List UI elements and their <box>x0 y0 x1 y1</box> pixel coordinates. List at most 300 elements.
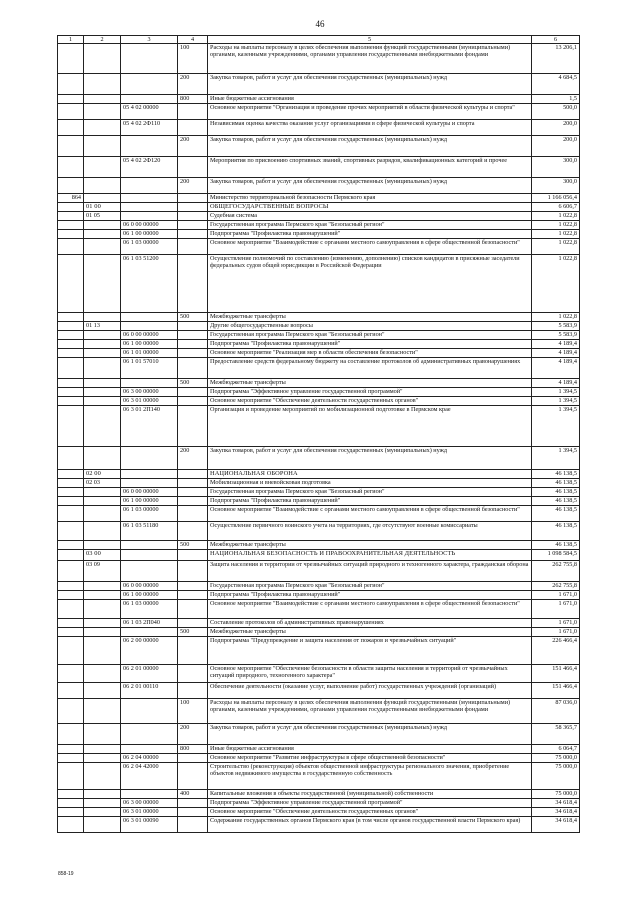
section-code-cell <box>84 340 121 349</box>
description-cell: Межбюджетные трансферты <box>208 541 532 550</box>
section-code-cell <box>84 349 121 358</box>
amount-cell: 4 189,4 <box>532 340 580 349</box>
column-header: 1 <box>58 36 84 44</box>
amount-cell: 13 206,1 <box>532 44 580 74</box>
section-code-cell <box>84 541 121 550</box>
description-cell: НАЦИОНАЛЬНАЯ ОБОРОНА <box>208 470 532 479</box>
admin-code-cell <box>58 74 84 95</box>
table-row <box>58 497 580 506</box>
page-number: 46 <box>315 19 325 29</box>
amount-cell: 1 671,0 <box>532 628 580 637</box>
description-cell: Закупка товаров, работ и услуг для обеспечения государственных (муниципальных) нужд <box>208 74 532 95</box>
description-cell: Организация и проведение мероприятий по мобилизационной подготовке в Пермском крае <box>208 406 532 447</box>
expense-type-cell <box>178 817 208 833</box>
admin-code-cell <box>58 340 84 349</box>
expense-type-cell <box>178 212 208 221</box>
section-code-cell <box>84 628 121 637</box>
description-cell: Содержание государственных органов Пермского края (в том числе органов государственной власти Пермского края) <box>208 817 532 833</box>
table-row <box>58 104 580 120</box>
section-code-cell <box>84 699 121 724</box>
description-cell: Подпрограмма "Профилактика правонарушений" <box>208 591 532 600</box>
description-cell: Государственная программа Пермского края "Безопасный регион" <box>208 582 532 591</box>
expense-type-cell <box>178 497 208 506</box>
target-article-cell: 06 3 01 2П140 <box>121 406 178 447</box>
expense-type-cell <box>178 255 208 313</box>
section-code-cell <box>84 157 121 178</box>
section-code-cell <box>84 591 121 600</box>
admin-code-cell <box>58 628 84 637</box>
amount-cell: 46 138,5 <box>532 506 580 522</box>
section-code-cell: 01 05 <box>84 212 121 221</box>
column-header: 2 <box>84 36 121 44</box>
description-cell: Основное мероприятие "Обеспечение деятельности государственных органов" <box>208 397 532 406</box>
admin-code-cell <box>58 95 84 104</box>
table-row <box>58 506 580 522</box>
section-code-cell <box>84 600 121 619</box>
expense-type-cell <box>178 665 208 683</box>
admin-code-cell <box>58 561 84 582</box>
description-cell: Основное мероприятие "Взаимодействие с органами местного самоуправления в сфере общественной безопасности" <box>208 239 532 255</box>
amount-cell: 4 684,5 <box>532 74 580 95</box>
section-code-cell <box>84 178 121 194</box>
table-row <box>58 239 580 255</box>
section-code-cell <box>84 754 121 763</box>
description-cell: Основное мероприятие "Организация и проведение прочих мероприятий в области физической культуры и спорта" <box>208 104 532 120</box>
amount-cell: 75 000,0 <box>532 763 580 790</box>
admin-code-cell <box>58 120 84 136</box>
expense-type-cell: 500 <box>178 313 208 322</box>
expense-type-cell <box>178 239 208 255</box>
table-row <box>58 488 580 497</box>
section-code-cell <box>84 74 121 95</box>
target-article-cell <box>121 74 178 95</box>
section-code-cell <box>84 763 121 790</box>
section-code-cell <box>84 136 121 157</box>
table-row <box>58 683 580 699</box>
expense-type-cell <box>178 388 208 397</box>
amount-cell: 4 189,4 <box>532 379 580 388</box>
description-cell: Подпрограмма "Эффективное управление государственной программой" <box>208 799 532 808</box>
description-cell: Судебная система <box>208 212 532 221</box>
target-article-cell <box>121 628 178 637</box>
admin-code-cell <box>58 550 84 561</box>
table-row <box>58 561 580 582</box>
admin-code-cell <box>58 447 84 470</box>
column-header: 6 <box>532 36 580 44</box>
expense-type-cell: 500 <box>178 628 208 637</box>
target-article-cell <box>121 194 178 203</box>
table-row <box>58 120 580 136</box>
target-article-cell: 06 1 01 57010 <box>121 358 178 379</box>
amount-cell: 34 618,4 <box>532 817 580 833</box>
table-header-row <box>58 36 580 44</box>
amount-cell: 1,5 <box>532 95 580 104</box>
section-code-cell <box>84 358 121 379</box>
target-article-cell: 06 3 00 00000 <box>121 388 178 397</box>
description-cell: Осуществление первичного воинского учета на территориях, где отсутствуют военные комиссариаты <box>208 522 532 541</box>
description-cell: Основное мероприятие "Взаимодействие с органами местного самоуправления в сфере общественной безопасности" <box>208 506 532 522</box>
expense-type-cell <box>178 104 208 120</box>
expense-type-cell: 400 <box>178 790 208 799</box>
admin-code-cell <box>58 470 84 479</box>
admin-code-cell <box>58 136 84 157</box>
admin-code-cell <box>58 178 84 194</box>
section-code-cell <box>84 745 121 754</box>
table-row <box>58 541 580 550</box>
table-row <box>58 479 580 488</box>
admin-code-cell <box>58 255 84 313</box>
amount-cell: 300,0 <box>532 178 580 194</box>
table-row <box>58 763 580 790</box>
admin-code-cell <box>58 582 84 591</box>
section-code-cell <box>84 724 121 745</box>
section-code-cell <box>84 665 121 683</box>
section-code-cell <box>84 313 121 322</box>
description-cell: Иные бюджетные ассигнования <box>208 95 532 104</box>
amount-cell: 151 466,4 <box>532 683 580 699</box>
table-row <box>58 331 580 340</box>
amount-cell: 151 466,4 <box>532 665 580 683</box>
description-cell: Межбюджетные трансферты <box>208 628 532 637</box>
amount-cell: 1 394,5 <box>532 406 580 447</box>
target-article-cell: 06 1 00 00000 <box>121 497 178 506</box>
table-row <box>58 522 580 541</box>
target-article-cell: 06 2 04 42000 <box>121 763 178 790</box>
admin-code-cell <box>58 44 84 74</box>
target-article-cell <box>121 447 178 470</box>
amount-cell: 262 755,8 <box>532 582 580 591</box>
amount-cell: 1 022,8 <box>532 212 580 221</box>
table-row <box>58 600 580 619</box>
section-code-cell <box>84 104 121 120</box>
target-article-cell: 06 3 00 00000 <box>121 799 178 808</box>
admin-code-cell <box>58 479 84 488</box>
section-code-cell <box>84 522 121 541</box>
table-row <box>58 628 580 637</box>
description-cell: Закупка товаров, работ и услуг для обеспечения государственных (муниципальных) нужд <box>208 724 532 745</box>
admin-code-cell <box>58 488 84 497</box>
table-row <box>58 221 580 230</box>
section-code-cell: 01 13 <box>84 322 121 331</box>
amount-cell: 1 166 056,4 <box>532 194 580 203</box>
section-code-cell <box>84 388 121 397</box>
amount-cell: 5 583,9 <box>532 331 580 340</box>
section-code-cell <box>84 637 121 665</box>
target-article-cell: 06 1 03 51180 <box>121 522 178 541</box>
admin-code-cell: 864 <box>58 194 84 203</box>
expense-type-cell <box>178 506 208 522</box>
description-cell: Мобилизационная и вневойсковая подготовка <box>208 479 532 488</box>
section-code-cell <box>84 506 121 522</box>
table-row <box>58 799 580 808</box>
description-cell: Подпрограмма "Профилактика правонарушений" <box>208 230 532 239</box>
expense-type-cell <box>178 340 208 349</box>
target-article-cell: 06 1 00 00000 <box>121 340 178 349</box>
amount-cell: 4 189,4 <box>532 358 580 379</box>
description-cell: Основное мероприятие "Обеспечение деятельности государственных органов" <box>208 808 532 817</box>
table-row <box>58 212 580 221</box>
target-article-cell: 06 0 00 00000 <box>121 331 178 340</box>
amount-cell: 1 671,0 <box>532 591 580 600</box>
table-row <box>58 313 580 322</box>
section-code-cell <box>84 582 121 591</box>
column-header: 5 <box>208 36 532 44</box>
target-article-cell: 06 3 01 00000 <box>121 397 178 406</box>
expense-type-cell: 200 <box>178 724 208 745</box>
admin-code-cell <box>58 754 84 763</box>
table-row <box>58 406 580 447</box>
table-row <box>58 470 580 479</box>
expense-type-cell <box>178 322 208 331</box>
amount-cell: 1 022,8 <box>532 221 580 230</box>
amount-cell: 46 138,5 <box>532 541 580 550</box>
section-code-cell: 03 00 <box>84 550 121 561</box>
table-row <box>58 379 580 388</box>
expense-type-cell <box>178 683 208 699</box>
target-article-cell: 06 2 01 00000 <box>121 665 178 683</box>
description-cell: Межбюджетные трансферты <box>208 379 532 388</box>
target-article-cell: 06 1 03 00000 <box>121 506 178 522</box>
expense-type-cell <box>178 358 208 379</box>
expense-type-cell <box>178 470 208 479</box>
expense-type-cell <box>178 763 208 790</box>
expense-type-cell <box>178 120 208 136</box>
table-row <box>58 447 580 470</box>
expense-type-cell <box>178 221 208 230</box>
amount-cell: 46 138,5 <box>532 470 580 479</box>
table-row <box>58 157 580 178</box>
section-code-cell <box>84 397 121 406</box>
table-row <box>58 582 580 591</box>
target-article-cell <box>121 470 178 479</box>
expense-type-cell <box>178 488 208 497</box>
table-row <box>58 136 580 157</box>
target-article-cell: 06 1 03 00000 <box>121 600 178 619</box>
admin-code-cell <box>58 808 84 817</box>
admin-code-cell <box>58 406 84 447</box>
target-article-cell <box>121 479 178 488</box>
description-cell: ОБЩЕГОСУДАРСТВЕННЫЕ ВОПРОСЫ <box>208 203 532 212</box>
table-row <box>58 194 580 203</box>
table-row <box>58 745 580 754</box>
description-cell: Государственная программа Пермского края "Безопасный регион" <box>208 331 532 340</box>
admin-code-cell <box>58 212 84 221</box>
expense-type-cell: 100 <box>178 44 208 74</box>
footer-code: 858-19 <box>58 871 74 877</box>
section-code-cell <box>84 379 121 388</box>
table-row <box>58 358 580 379</box>
table-row <box>58 388 580 397</box>
admin-code-cell <box>58 591 84 600</box>
admin-code-cell <box>58 745 84 754</box>
table-row <box>58 637 580 665</box>
admin-code-cell <box>58 349 84 358</box>
expense-type-cell: 100 <box>178 699 208 724</box>
admin-code-cell <box>58 221 84 230</box>
target-article-cell: 06 2 04 00000 <box>121 754 178 763</box>
amount-cell: 1 394,5 <box>532 397 580 406</box>
table-row <box>58 44 580 74</box>
target-article-cell: 06 3 01 00000 <box>121 808 178 817</box>
amount-cell: 226 466,4 <box>532 637 580 665</box>
admin-code-cell <box>58 104 84 120</box>
table-row <box>58 203 580 212</box>
section-code-cell <box>84 488 121 497</box>
table-row <box>58 808 580 817</box>
admin-code-cell <box>58 799 84 808</box>
expense-type-cell: 200 <box>178 74 208 95</box>
expense-type-cell <box>178 331 208 340</box>
amount-cell: 46 138,5 <box>532 522 580 541</box>
amount-cell: 34 618,4 <box>532 799 580 808</box>
admin-code-cell <box>58 239 84 255</box>
expense-type-cell <box>178 203 208 212</box>
admin-code-cell <box>58 203 84 212</box>
description-cell: Предоставление средств федеральному бюджету на составление протоколов об административных правонарушениях <box>208 358 532 379</box>
table-row <box>58 550 580 561</box>
section-code-cell <box>84 808 121 817</box>
expense-type-cell: 800 <box>178 95 208 104</box>
admin-code-cell <box>58 157 84 178</box>
admin-code-cell <box>58 790 84 799</box>
amount-cell: 300,0 <box>532 157 580 178</box>
description-cell: Другие общегосударственные вопросы <box>208 322 532 331</box>
amount-cell: 58 365,7 <box>532 724 580 745</box>
column-header: 3 <box>121 36 178 44</box>
target-article-cell <box>121 322 178 331</box>
amount-cell: 1 671,0 <box>532 600 580 619</box>
expense-type-cell <box>178 561 208 582</box>
admin-code-cell <box>58 397 84 406</box>
description-cell: Межбюджетные трансферты <box>208 313 532 322</box>
section-code-cell: 02 03 <box>84 479 121 488</box>
expense-type-cell <box>178 157 208 178</box>
table-row <box>58 95 580 104</box>
description-cell: Основное мероприятие "Развитие инфраструктуры в сфере общественной безопасности" <box>208 754 532 763</box>
section-code-cell <box>84 120 121 136</box>
description-cell: Иные бюджетные ассигнования <box>208 745 532 754</box>
section-code-cell: 02 00 <box>84 470 121 479</box>
description-cell: Строительство (реконструкция) объектов общественной инфраструктуры регионального значения, приобретение объектов недвижимого имущества в государственную собственность <box>208 763 532 790</box>
admin-code-cell <box>58 665 84 683</box>
admin-code-cell <box>58 541 84 550</box>
target-article-cell <box>121 724 178 745</box>
admin-code-cell <box>58 230 84 239</box>
section-code-cell <box>84 44 121 74</box>
expense-type-cell <box>178 600 208 619</box>
admin-code-cell <box>58 388 84 397</box>
table-row <box>58 255 580 313</box>
target-article-cell <box>121 745 178 754</box>
expense-type-cell <box>178 406 208 447</box>
amount-cell: 1 022,8 <box>532 239 580 255</box>
expense-type-cell: 200 <box>178 136 208 157</box>
section-code-cell <box>84 790 121 799</box>
table-row <box>58 619 580 628</box>
table-row <box>58 230 580 239</box>
description-cell: Подпрограмма "Эффективное управление государственной программой" <box>208 388 532 397</box>
amount-cell: 1 022,8 <box>532 230 580 239</box>
expense-type-cell <box>178 522 208 541</box>
section-code-cell <box>84 194 121 203</box>
description-cell: Подпрограмма "Профилактика правонарушений" <box>208 340 532 349</box>
admin-code-cell <box>58 683 84 699</box>
admin-code-cell <box>58 331 84 340</box>
expense-type-cell <box>178 799 208 808</box>
target-article-cell: 06 1 03 00000 <box>121 239 178 255</box>
admin-code-cell <box>58 637 84 665</box>
section-code-cell <box>84 331 121 340</box>
target-article-cell: 06 1 03 2П040 <box>121 619 178 628</box>
table-row <box>58 340 580 349</box>
expense-type-cell <box>178 808 208 817</box>
table-row <box>58 754 580 763</box>
description-cell: Капитальные вложения в объекты государственной (муниципальной) собственности <box>208 790 532 799</box>
description-cell: Осуществление полномочий по составлению (изменению, дополнению) списков кандидатов в присяжные заседатели федеральных судов общей юрисдикции в Российской Федерации <box>208 255 532 313</box>
target-article-cell <box>121 379 178 388</box>
admin-code-cell <box>58 313 84 322</box>
target-article-cell: 06 0 00 00000 <box>121 488 178 497</box>
description-cell: Независимая оценка качества оказания услуг организациями в сфере физической культуры и спорта <box>208 120 532 136</box>
description-cell: Государственная программа Пермского края "Безопасный регион" <box>208 488 532 497</box>
table-row <box>58 178 580 194</box>
target-article-cell: 06 1 03 51200 <box>121 255 178 313</box>
amount-cell: 46 138,5 <box>532 488 580 497</box>
admin-code-cell <box>58 724 84 745</box>
target-article-cell: 05 4 02 2Ф120 <box>121 157 178 178</box>
description-cell: Обеспечение деятельности (оказание услуг, выполнение работ) государственных учреждений (организаций) <box>208 683 532 699</box>
amount-cell: 6 606,7 <box>532 203 580 212</box>
target-article-cell: 06 1 00 00000 <box>121 230 178 239</box>
amount-cell: 262 755,8 <box>532 561 580 582</box>
admin-code-cell <box>58 497 84 506</box>
description-cell: Расходы на выплаты персоналу в целях обеспечения выполнения функций государственными (муниципальными) органами, казенными учреждениями, органами управления государственными внебюджетными фондами <box>208 44 532 74</box>
section-code-cell <box>84 239 121 255</box>
table-row <box>58 74 580 95</box>
table-row <box>58 397 580 406</box>
target-article-cell <box>121 95 178 104</box>
amount-cell: 200,0 <box>532 136 580 157</box>
target-article-cell <box>121 790 178 799</box>
admin-code-cell <box>58 358 84 379</box>
expense-type-cell <box>178 550 208 561</box>
target-article-cell <box>121 313 178 322</box>
section-code-cell <box>84 255 121 313</box>
amount-cell: 46 138,5 <box>532 479 580 488</box>
amount-cell: 1 394,5 <box>532 388 580 397</box>
target-article-cell <box>121 203 178 212</box>
target-article-cell: 06 1 01 00000 <box>121 349 178 358</box>
amount-cell: 1 022,8 <box>532 313 580 322</box>
expense-type-cell <box>178 397 208 406</box>
description-cell: Министерство территориальной безопасности Пермского края <box>208 194 532 203</box>
amount-cell: 75 000,0 <box>532 754 580 763</box>
target-article-cell <box>121 44 178 74</box>
expense-type-cell: 500 <box>178 379 208 388</box>
table-row <box>58 591 580 600</box>
description-cell: Защита населения и территории от чрезвычайных ситуаций природного и техногенного характера, гражданская оборона <box>208 561 532 582</box>
description-cell: Государственная программа Пермского края "Безопасный регион" <box>208 221 532 230</box>
admin-code-cell <box>58 817 84 833</box>
description-cell: Основное мероприятие "Обеспечение безопасности в области защиты населения и территорий от чрезвычайных ситуаций природного, техногенного характера" <box>208 665 532 683</box>
description-cell: Подпрограмма "Предупреждение и защита населения от пожаров и чрезвычайных ситуаций" <box>208 637 532 665</box>
admin-code-cell <box>58 600 84 619</box>
section-code-cell <box>84 799 121 808</box>
section-code-cell <box>84 683 121 699</box>
amount-cell: 4 189,4 <box>532 349 580 358</box>
amount-cell: 1 022,8 <box>532 255 580 313</box>
description-cell: НАЦИОНАЛЬНАЯ БЕЗОПАСНОСТЬ И ПРАВООХРАНИТЕЛЬНАЯ ДЕЯТЕЛЬНОСТЬ <box>208 550 532 561</box>
